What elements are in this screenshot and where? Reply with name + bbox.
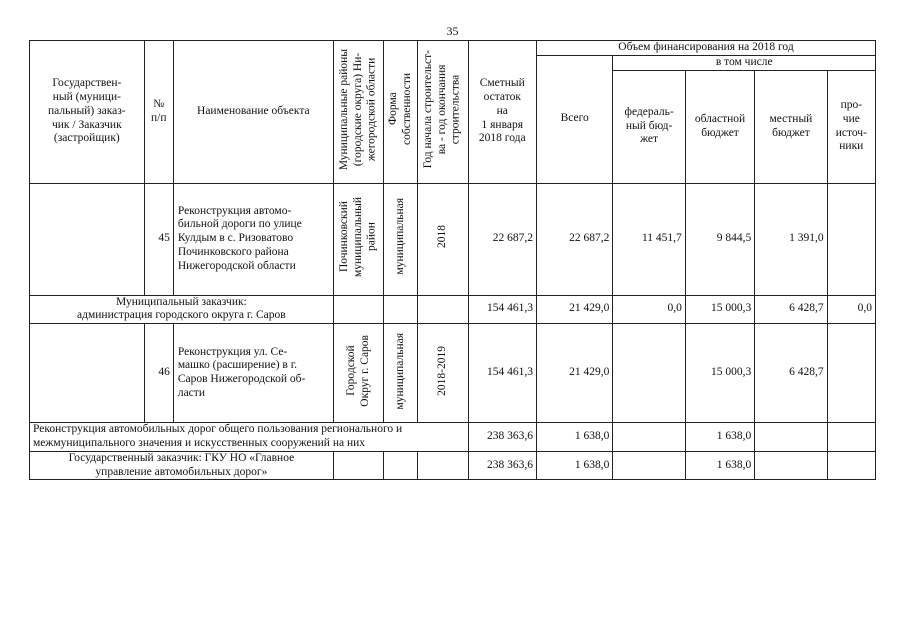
state-other (827, 451, 875, 480)
financing-table (29, 40, 876, 480)
sarov-empty-district (333, 295, 383, 324)
row45-district-text: Починковский муниципальный район (337, 196, 378, 277)
row45-ownership-text: муниципальная (393, 198, 406, 275)
row46-balance: 154 461,3 (468, 324, 536, 423)
sarov-other: 0,0 (827, 295, 875, 324)
row46-num: 46 (144, 324, 173, 423)
row46-object: Реконструкция ул. Се- машко (расширение) в г. Саров Нижегородской об- ласти (173, 324, 333, 423)
sarov-empty-ownership (384, 295, 418, 324)
header-local: местный бюджет (755, 70, 827, 183)
table-row (30, 423, 876, 452)
row46-ownership-text: муниципальная (393, 332, 406, 410)
state-federal (613, 451, 685, 480)
row46-ownership (384, 324, 418, 423)
row45-ownership (384, 183, 418, 295)
state-balance: 238 363,6 (468, 451, 536, 480)
state-regional: 1 638,0 (685, 451, 754, 480)
row46-district-text: Городской Округ г. Саров (344, 334, 371, 407)
state-local (755, 451, 827, 480)
sarov-balance: 154 461,3 (468, 295, 536, 324)
sarov-local: 6 428,7 (755, 295, 827, 324)
section-roads-other (827, 423, 875, 452)
row46-other (827, 324, 875, 423)
header-financing-volume: Объем финансирования на 2018 год (536, 41, 875, 56)
header-ownership-text: Форма собственности (386, 73, 413, 146)
sarov-regional: 15 000,3 (685, 295, 754, 324)
sarov-customer-label: Муниципальный заказчик: администрация городского округа г. Саров (30, 295, 334, 324)
table-row (30, 295, 876, 324)
header-municipal-district-text: Муниципальные районы (городские округа) Ни- жегородской области (337, 48, 378, 170)
row45-other (827, 183, 875, 295)
section-roads-balance: 238 363,6 (468, 423, 536, 452)
section-roads-total: 1 638,0 (536, 423, 612, 452)
sarov-empty-years (418, 295, 468, 324)
header-other: про- чие источ- ники (827, 70, 875, 183)
header-construction-years (418, 41, 468, 184)
header-including: в том числе (613, 55, 876, 70)
table-row (30, 324, 876, 423)
row46-local: 6 428,7 (755, 324, 827, 423)
row45-local: 1 391,0 (755, 183, 827, 295)
header-ownership (384, 41, 418, 184)
row45-regional: 9 844,5 (685, 183, 754, 295)
table-row (30, 451, 876, 480)
row46-federal (613, 324, 685, 423)
row45-years-text: 2018 (436, 225, 449, 249)
row46-years-text: 2018-2019 (436, 345, 449, 396)
row45-customer-cell (30, 183, 145, 295)
row45-balance: 22 687,2 (468, 183, 536, 295)
header-object-name: Наименование объекта (173, 41, 333, 184)
header-regional: областной бюджет (685, 70, 754, 183)
header-municipal-district (333, 41, 383, 184)
row46-years (418, 324, 468, 423)
row45-federal: 11 451,7 (613, 183, 685, 295)
page-number: 35 (446, 24, 459, 38)
state-customer-label: Государственный заказчик: ГКУ НО «Главное управление автомобильных дорог» (30, 451, 334, 480)
state-empty-years (418, 451, 468, 480)
header-construction-years-text: Год начала строительст- ва - год окончания строительства (422, 50, 462, 169)
row46-customer-cell (30, 324, 145, 423)
state-empty-district (333, 451, 383, 480)
state-empty-ownership (384, 451, 418, 480)
header-customer: Государствен- ный (муници- пальный) заказ- чик / Заказчик (застройщик) (30, 41, 145, 184)
header-estimated-balance: Сметный остаток на 1 января 2018 года (468, 41, 536, 184)
row46-total: 21 429,0 (536, 324, 612, 423)
row45-total: 22 687,2 (536, 183, 612, 295)
row45-num: 45 (144, 183, 173, 295)
table-row (30, 183, 876, 295)
header-total: Всего (536, 55, 612, 183)
row45-object: Реконструкция автомо- бильной дороги по улице Кулдым в с. Ризоватово Починковского района Нижегородской области (173, 183, 333, 295)
state-total: 1 638,0 (536, 451, 612, 480)
header-federal: федераль- ный бюд- жет (613, 70, 685, 183)
section-roads-regional: 1 638,0 (685, 423, 754, 452)
section-roads-local (755, 423, 827, 452)
sarov-federal: 0,0 (613, 295, 685, 324)
section-roads-federal (613, 423, 685, 452)
row45-district (333, 183, 383, 295)
row46-regional: 15 000,3 (685, 324, 754, 423)
row46-district (333, 324, 383, 423)
sarov-total: 21 429,0 (536, 295, 612, 324)
section-roads-label: Реконструкция автомобильных дорог общего пользования регионального и межмуниципального значения и искусственных сооружений на них (30, 423, 469, 452)
row45-years (418, 183, 468, 295)
header-num: № п/п (144, 41, 173, 184)
